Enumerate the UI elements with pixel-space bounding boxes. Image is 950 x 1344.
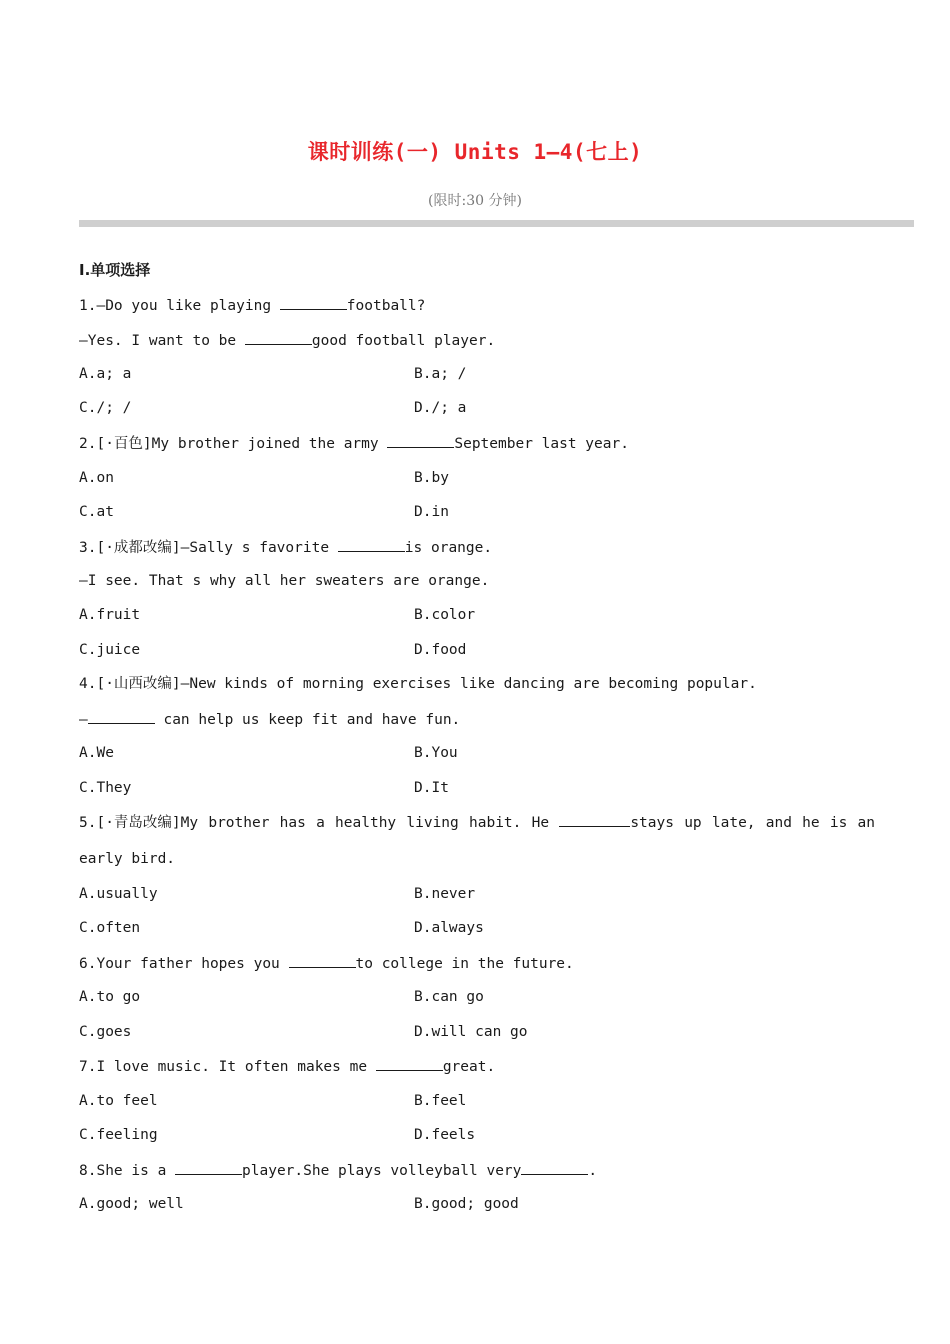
- q8-text-c: .: [588, 1163, 598, 1179]
- question-1-line2: [79, 330, 495, 351]
- answer-blank: [289, 953, 356, 968]
- q4-option-d: D.It: [414, 780, 449, 796]
- answer-blank: [245, 330, 312, 345]
- q2-text-a: 2.[·百色]My brother joined the army: [79, 436, 388, 452]
- question-8-stem: [79, 1160, 597, 1181]
- q4-line2-b: can help us keep fit and have fun.: [154, 712, 461, 728]
- answer-blank: [175, 1160, 242, 1175]
- header-divider: [79, 220, 914, 227]
- q6-option-c: C.goes: [79, 1024, 132, 1040]
- q6-text-a: 6.Your father hopes you: [79, 956, 289, 972]
- question-5-line2: early bird.: [79, 851, 176, 867]
- q1-text-b: football?: [346, 298, 426, 314]
- q7-option-c: C.feeling: [79, 1127, 158, 1143]
- q2-option-a: A.on: [79, 470, 114, 486]
- q6-option-a: A.to go: [79, 989, 141, 1005]
- q5-text-b: stays up late, and he is an: [630, 815, 876, 831]
- q4-option-a: A.We: [79, 745, 114, 761]
- q1-option-b: B.a; /: [414, 366, 467, 382]
- question-2-stem: [79, 433, 629, 454]
- q3-text-b: is orange.: [404, 540, 493, 556]
- q4-option-c: C.They: [79, 780, 132, 796]
- q1-line2-a: —Yes. I want to be: [79, 333, 245, 349]
- q6-option-d: D.will can go: [414, 1024, 528, 1040]
- question-7-stem: [79, 1056, 495, 1077]
- q8-text-a: 8.She is a: [79, 1163, 176, 1179]
- q8-text-b: player.She plays volleyball very: [242, 1163, 522, 1179]
- question-3-line2: —I see. That s why all her sweaters are orange.: [79, 573, 490, 589]
- answer-blank: [338, 537, 405, 552]
- q6-text-b: to college in the future.: [355, 956, 574, 972]
- q8-option-b: B.good; good: [414, 1196, 519, 1212]
- q7-text-a: 7.I love music. It often makes me: [79, 1059, 376, 1075]
- question-4-line2: [79, 709, 460, 730]
- q7-option-a: A.to feel: [79, 1093, 158, 1109]
- q3-option-a: A.fruit: [79, 607, 141, 623]
- q1-text-a: 1.—Do you like playing: [79, 298, 280, 314]
- q3-option-c: C.juice: [79, 642, 141, 658]
- page-title: 课时训练(一) Units 1—4(七上): [307, 140, 643, 164]
- q7-option-d: D.feels: [414, 1127, 476, 1143]
- question-4-stem: 4.[·山西改编]—New kinds of morning exercises like dancing are becoming popular.: [79, 676, 757, 692]
- question-6-stem: [79, 953, 574, 974]
- q8-option-a: A.good; well: [79, 1196, 184, 1212]
- q5-text-a: 5.[·青岛改编]My brother has a healthy living habit. He: [79, 815, 560, 831]
- q5-option-b: B.never: [414, 886, 476, 902]
- answer-blank: [387, 433, 454, 448]
- q2-option-b: B.by: [414, 470, 449, 486]
- q1-option-d: D./; a: [414, 400, 467, 416]
- question-1-stem: [79, 295, 425, 316]
- q1-option-a: A.a; a: [79, 366, 132, 382]
- answer-blank: [376, 1056, 443, 1071]
- q2-option-c: C.at: [79, 504, 114, 520]
- answer-blank: [280, 295, 347, 310]
- q4-line2-a: —: [79, 712, 88, 728]
- q5-option-c: C.often: [79, 920, 141, 936]
- q3-text-a: 3.[·成都改编]—Sally s favorite: [79, 540, 338, 556]
- q6-option-b: B.can go: [414, 989, 484, 1005]
- answer-blank: [521, 1160, 588, 1175]
- q4-option-b: B.You: [414, 745, 458, 761]
- q7-text-b: great.: [442, 1059, 496, 1075]
- q5-option-a: A.usually: [79, 886, 158, 902]
- q3-option-b: B.color: [414, 607, 476, 623]
- q5-option-d: D.always: [414, 920, 484, 936]
- question-5-stem: [79, 812, 875, 833]
- section-heading: Ⅰ.单项选择: [79, 261, 151, 279]
- time-limit: (限时:30 分钟): [428, 193, 522, 209]
- question-3-stem: [79, 537, 492, 558]
- answer-blank: [559, 812, 630, 827]
- answer-blank: [88, 709, 155, 724]
- q7-option-b: B.feel: [414, 1093, 467, 1109]
- q3-option-d: D.food: [414, 642, 467, 658]
- q2-option-d: D.in: [414, 504, 449, 520]
- q1-option-c: C./; /: [79, 400, 132, 416]
- q2-text-b: September last year.: [454, 436, 629, 452]
- q1-line2-b: good football player.: [311, 333, 496, 349]
